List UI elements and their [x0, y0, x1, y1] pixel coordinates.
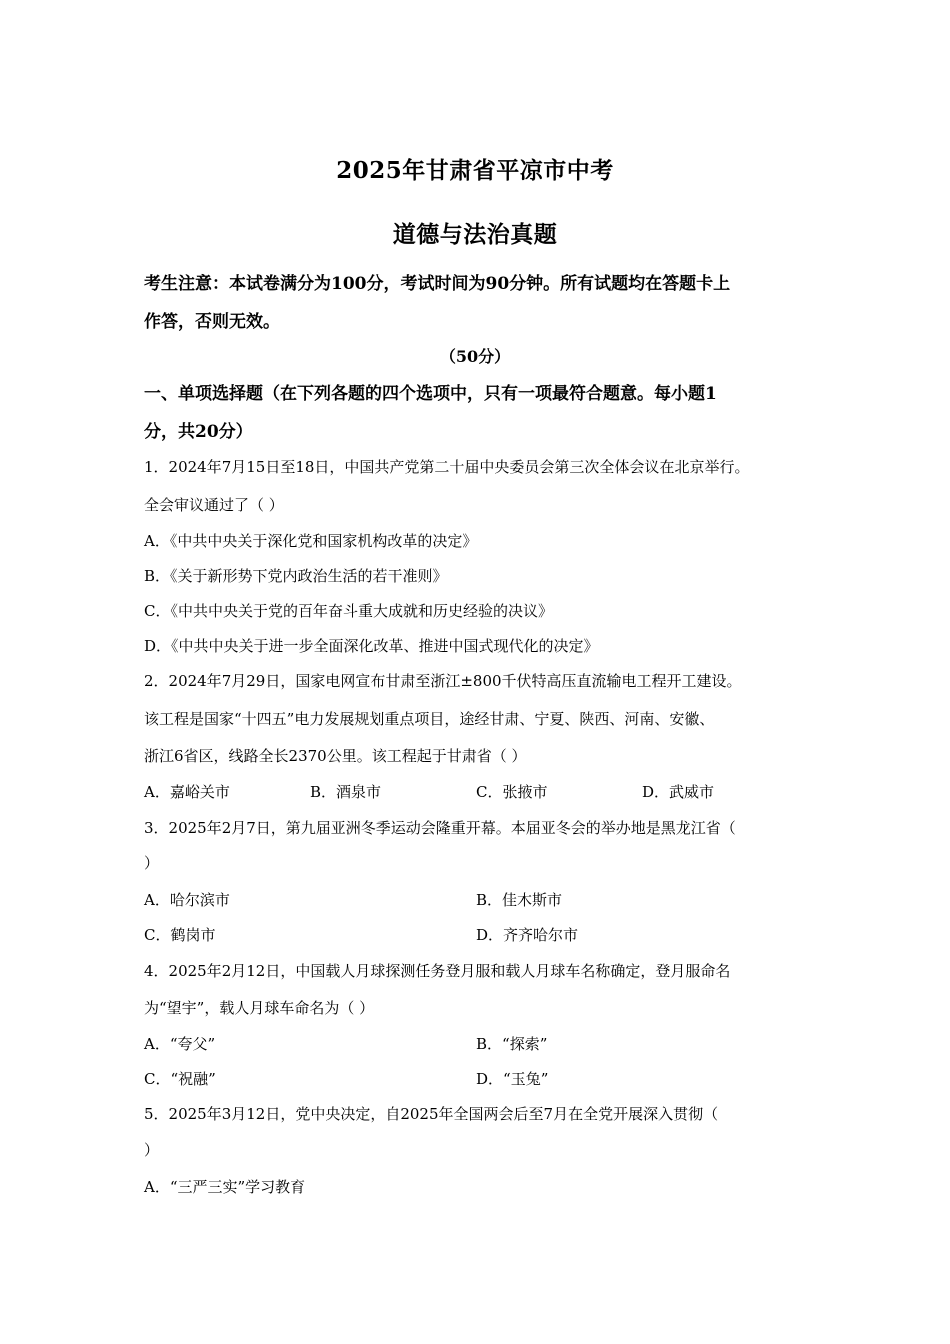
question-1-option-a: A．《中共中央关于深化党和国家机构改革的决定》	[144, 532, 478, 550]
question-2-stem: 2．2024年7月29日，国家电网宣布甘肃至浙江±800千伏特高压直流输电工程开工建设。	[144, 672, 742, 690]
notice-line: 考生注意：本试卷满分为100分，考试时间为90分钟。所有试题均在答题卡上	[144, 274, 731, 294]
section-heading-line: 一、单项选择题（在下列各题的四个选项中，只有一项最符合题意。每小题1	[144, 384, 717, 404]
question-2-option-a: A．嘉峪关市	[144, 783, 230, 801]
question-4-option-c: C．“祝融”	[144, 1070, 216, 1088]
question-3-option-d: D．齐齐哈尔市	[476, 926, 579, 944]
question-2-stem: 浙江6省区，线路全长2370公里。该工程起于甘肃省（ ）	[144, 747, 527, 765]
question-3-option-b: B．佳木斯市	[476, 891, 563, 909]
question-1-option-b: B．《关于新形势下党内政治生活的若干准则》	[144, 567, 448, 585]
question-5-stem: ）	[144, 1141, 160, 1159]
question-1-stem: 全会审议通过了（ ）	[144, 496, 284, 514]
exam-notice	[144, 265, 824, 341]
question-2-stem: 该工程是国家“十四五”电力发展规划重点项目，途经甘肃、宁夏、陕西、河南、安徽、	[144, 710, 715, 728]
section-heading	[144, 375, 824, 451]
question-3-option-c: C．鹤岗市	[144, 926, 216, 944]
question-5-stem: 5．2025年3月12日，党中央决定，自2025年全国两会后至7月在全党开展深入贯彻（	[144, 1105, 719, 1123]
question-4-stem: 4．2025年2月12日，中国载人月球探测任务登月服和载人月球车名称确定，登月服命名	[144, 962, 731, 980]
part-score: （50分）	[439, 347, 511, 366]
question-4-option-d: D．“玉兔”	[476, 1070, 549, 1088]
question-3-stem: 3．2025年2月7日，第九届亚洲冬季运动会隆重开幕。本届亚冬会的举办地是黑龙江省（	[144, 819, 736, 837]
question-4-stem: 为“望宇”，载人月球车命名为（ ）	[144, 999, 375, 1017]
section-heading-line: 分，共20分）	[144, 422, 253, 442]
question-4-option-b: B．“探索”	[476, 1035, 548, 1053]
question-1-stem: 1．2024年7月15日至18日，中国共产党第二十届中央委员会第三次全体会议在北京举行。	[144, 458, 750, 476]
question-2-option-d: D．武威市	[642, 783, 715, 801]
exam-title-line2: 道德与法治真题	[392, 221, 558, 248]
notice-line: 作答，否则无效。	[144, 312, 280, 332]
exam-title-line1: 2025年甘肃省平凉市中考	[336, 157, 614, 184]
question-3-stem: ）	[144, 854, 160, 872]
question-3-option-a: A．哈尔滨市	[144, 891, 230, 909]
question-1-option-c: C．《中共中央关于党的百年奋斗重大成就和历史经验的决议》	[144, 602, 553, 620]
question-1-option-d: D．《中共中央关于进一步全面深化改革、推进中国式现代化的决定》	[144, 637, 599, 655]
question-4-option-a: A．“夸父”	[144, 1035, 216, 1053]
question-2-option-b: B．酒泉市	[310, 783, 382, 801]
question-5-option-a: A．“三严三实”学习教育	[144, 1178, 306, 1196]
question-2-option-c: C．张掖市	[476, 783, 548, 801]
